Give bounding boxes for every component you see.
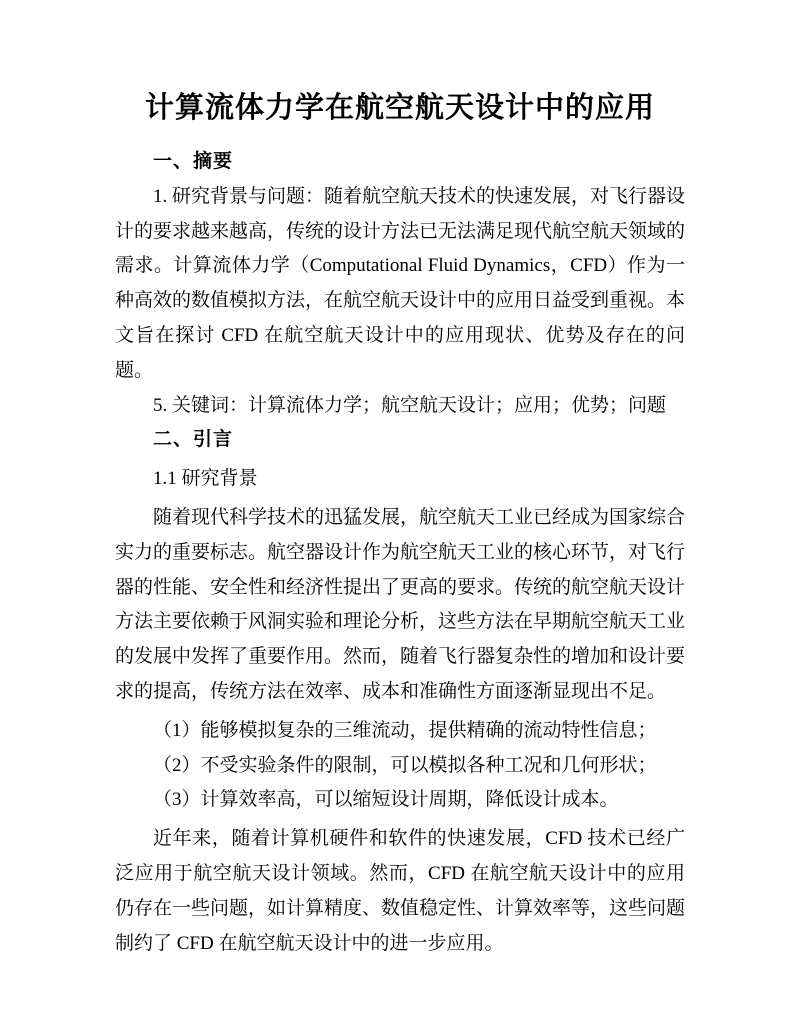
paragraph-research-background-problem: 1. 研究背景与问题：随着航空航天技术的快速发展，对飞行器设计的要求越来越高，传统的设计方法已无法满足现代航空航天领域的需求。计算流体力学（Computational Fluid Dynamics，CFD）作为一种高效的数值模拟方法，在航空航天设计中的应用日益受到重视。本文旨在探讨 CFD 在航空航天设计中的应用现状、优势及存在的问题。 [115, 185, 686, 381]
advantage-item-2: （2）不受实验条件的限制，可以模拟各种工况和几何形状； [153, 754, 657, 776]
advantage-item-3: （3）计算效率高，可以缩短设计周期，降低设计成本。 [153, 789, 619, 811]
paragraph-keywords: 5. 关键词：计算流体力学；航空航天设计；应用；优势；问题 [153, 394, 667, 416]
advantage-item-1: （1）能够模拟复杂的三维流动，提供精确的流动特性信息； [153, 719, 657, 741]
document-title: 计算流体力学在航空航天设计中的应用 [144, 92, 655, 124]
section-heading-abstract: 一、摘要 [153, 151, 234, 172]
subsection-heading-research-background: 1.1 研究背景 [153, 468, 258, 490]
section-heading-introduction: 二、引言 [153, 429, 234, 451]
paragraph-background-overview: 随着现代科学技术的迅猛发展，航空航天工业已经成为国家综合实力的重要标志。航空器设计作为航空航天工业的核心环节，对飞行器的性能、安全性和经济性提出了更高的要求。传统的航空航天设计方法主要依赖于风洞实验和理论分析，这些方法在早期航空航天工业的发展中发挥了重要作用。然而，随着飞行器复杂性的增加和设计要求的提高，传统方法在效率、成本和准确性方面逐渐显现出不足。 [115, 506, 686, 702]
paragraph-recent-development: 近年来，随着计算机硬件和软件的快速发展，CFD 技术已经广泛应用于航空航天设计领域。然而，CFD 在航空航天设计中的应用仍存在一些问题，如计算精度、数值稳定性、计算效率等，这些问题制约了 CFD 在航空航天设计中的进一步应用。 [115, 828, 686, 954]
